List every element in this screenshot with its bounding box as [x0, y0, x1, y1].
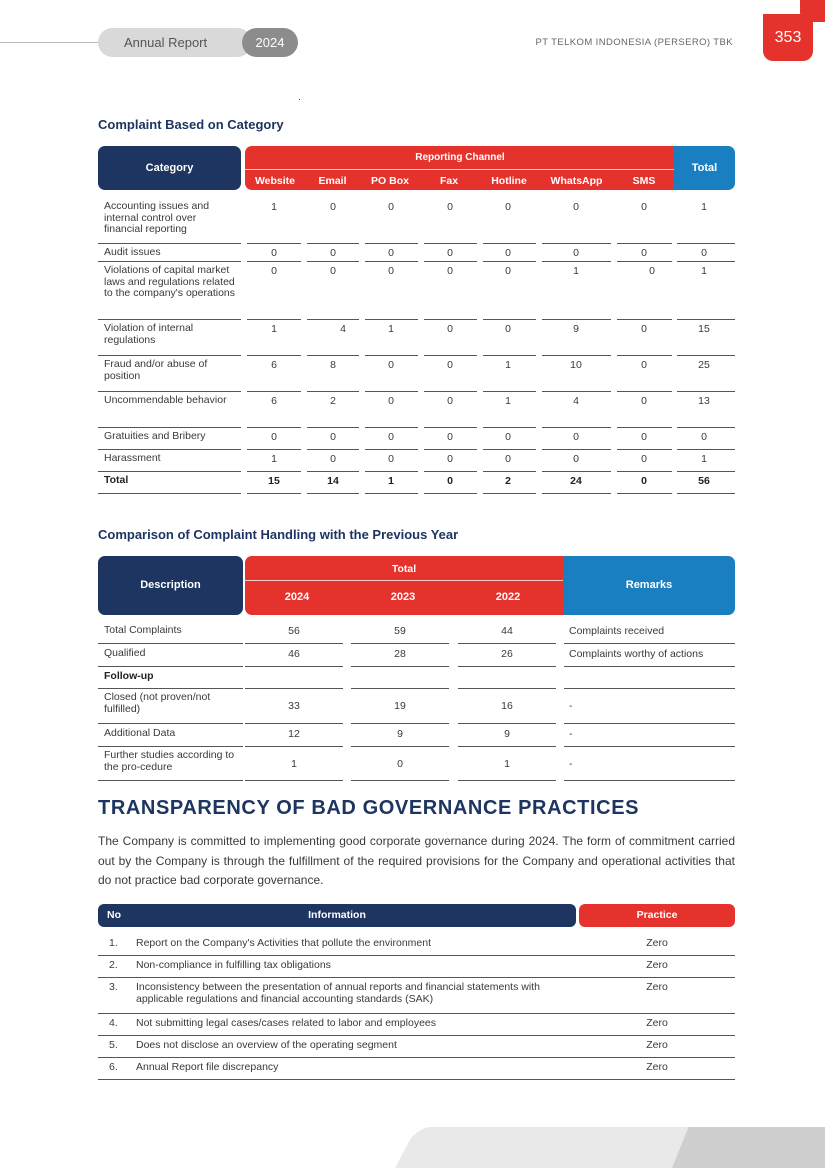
practice-value: Zero: [646, 1017, 668, 1029]
cell-value: 0: [330, 453, 336, 465]
complaint-category-title: Complaint Based on Category: [98, 117, 284, 132]
cell-value: 0: [573, 201, 579, 213]
year-value: 56: [288, 625, 300, 637]
cell-value: 0: [388, 395, 394, 407]
row-underline: [245, 780, 343, 781]
total-divider: [245, 580, 563, 581]
category-label: Violations of capital market laws and regulations related to the company's operations: [104, 264, 235, 299]
cell-value: 0: [447, 395, 453, 407]
cell-value: 0: [388, 453, 394, 465]
company-name: PT TELKOM INDONESIA (PERSERO) TBK: [535, 37, 733, 48]
cell-value: 1: [701, 453, 707, 465]
year-value: 44: [501, 625, 513, 637]
cell-value: 0: [641, 431, 647, 443]
description-label: Follow-up: [104, 670, 154, 682]
cell-value: 8: [330, 359, 336, 371]
remark-value: -: [569, 758, 573, 770]
table-row: [98, 198, 735, 244]
cell-value: 0: [330, 265, 336, 277]
category-label: Harassment: [104, 452, 161, 464]
header-pill: [98, 28, 298, 57]
cell-value: 0: [330, 247, 336, 259]
cell-value: 0: [447, 201, 453, 213]
table-row: [98, 956, 735, 978]
cell-value: 2: [330, 395, 336, 407]
table-row: [98, 1058, 735, 1080]
cell-value: 0: [641, 201, 647, 213]
cell-value: 1: [505, 395, 511, 407]
year-value: 33: [288, 700, 300, 712]
cell-value: 1: [271, 323, 277, 335]
cell-value: 56: [698, 475, 710, 487]
channel-header: Fax: [439, 175, 459, 187]
cell-value: 1: [505, 359, 511, 371]
year-value: 1: [291, 758, 297, 770]
reporting-channel-title: Reporting Channel: [415, 152, 505, 163]
cell-value: 0: [641, 359, 647, 371]
cell-value: 0: [330, 431, 336, 443]
description-label: Qualified: [104, 647, 146, 659]
remark-value: -: [569, 728, 573, 740]
cell-value: 25: [698, 359, 710, 371]
table-row: [98, 934, 735, 956]
cell-value: 1: [701, 265, 707, 277]
information-text: Inconsistency between the presentation of annual reports and financial statements with applicable regulations and financial accounting standards (SAK): [136, 981, 540, 1005]
category-label: Total: [104, 474, 129, 486]
cell-value: 6: [271, 359, 277, 371]
table-row: [98, 428, 735, 450]
cell-value: 0: [388, 265, 394, 277]
page-number: 353: [763, 14, 813, 61]
table-row: [98, 689, 735, 724]
remark-value: Complaints worthy of actions: [569, 648, 704, 660]
year-value: 9: [504, 728, 510, 740]
row-underline: [365, 493, 418, 494]
information-header-label: Information: [308, 909, 366, 921]
table-row: [98, 392, 735, 428]
description-label: Further studies according to the pro-cedure: [104, 749, 235, 773]
cell-value: 0: [505, 453, 511, 465]
cell-value: 15: [698, 323, 710, 335]
cell-value: 0: [388, 431, 394, 443]
channel-header: Hotline: [491, 175, 527, 187]
row-underline: [617, 493, 672, 494]
transparency-paragraph: The Company is committed to implementing good corporate governance during 2024. The form of commitment carried out by the Company is through the fulfillment of the required provisions for the Company and operational activities that do not practice bad corporate governance.: [98, 834, 735, 887]
information-text: Report on the Company's Activities that pollute the environment: [136, 937, 431, 949]
year-header: 2024: [284, 591, 310, 603]
year-header: 2023: [390, 591, 416, 603]
cell-value: 1: [573, 265, 579, 277]
cell-value: 0: [505, 201, 511, 213]
cell-value: 1: [701, 201, 707, 213]
row-number: 2.: [109, 959, 118, 971]
practice-value: Zero: [646, 1039, 668, 1051]
cell-value: 0: [649, 265, 655, 277]
cell-value: 0: [330, 201, 336, 213]
cell-value: 24: [570, 475, 582, 487]
cell-value: 0: [271, 431, 277, 443]
year-value: 59: [394, 625, 406, 637]
table-row: [98, 621, 735, 644]
description-label: Total Complaints: [104, 624, 182, 636]
cell-value: 0: [388, 201, 394, 213]
total-header: Total: [674, 146, 735, 190]
year-value: 12: [288, 728, 300, 740]
cell-value: 0: [447, 453, 453, 465]
cell-value: 1: [271, 453, 277, 465]
comparison-body: [98, 621, 735, 781]
row-underline: [98, 780, 243, 781]
remark-value: -: [569, 700, 573, 712]
cell-value: 2: [505, 475, 511, 487]
channel-header: WhatsApp: [550, 175, 603, 187]
cell-value: 0: [505, 431, 511, 443]
cell-value: 4: [573, 395, 579, 407]
row-underline: [98, 493, 241, 494]
complaint-category-body: [98, 198, 735, 494]
row-underline: [564, 780, 735, 781]
channel-header: Email: [318, 175, 347, 187]
row-underline: [247, 493, 301, 494]
cell-value: 0: [573, 453, 579, 465]
table-row: [98, 1036, 735, 1058]
cell-value: 0: [641, 247, 647, 259]
table-row: [98, 244, 735, 262]
footer-shape-light: [395, 1127, 717, 1168]
year-value: 16: [501, 700, 513, 712]
cell-value: 0: [447, 323, 453, 335]
category-label: Accounting issues and internal control over financial reporting: [104, 200, 210, 235]
cell-value: 0: [641, 453, 647, 465]
row-underline: [458, 780, 556, 781]
information-text: Annual Report file discrepancy: [136, 1061, 279, 1073]
information-header: [98, 904, 576, 927]
row-underline: [98, 1079, 576, 1080]
table-row: [98, 978, 735, 1014]
cell-value: 15: [268, 475, 280, 487]
category-label: Audit issues: [104, 246, 161, 258]
cell-value: 0: [573, 431, 579, 443]
cell-value: 0: [388, 359, 394, 371]
description-label: Additional Data: [104, 727, 176, 739]
year-header: 2022: [495, 591, 521, 603]
no-header: No: [107, 909, 121, 921]
channel-header: SMS: [632, 175, 656, 187]
row-underline: [542, 493, 611, 494]
category-label: Gratuities and Bribery: [104, 430, 206, 442]
cell-value: 0: [447, 247, 453, 259]
channel-header: PO Box: [371, 175, 409, 187]
cell-value: 13: [698, 395, 710, 407]
row-underline: [483, 493, 536, 494]
practice-value: Zero: [646, 959, 668, 971]
cell-value: 0: [388, 247, 394, 259]
cell-value: 1: [388, 475, 394, 487]
year-value: 0: [397, 758, 403, 770]
row-number: 1.: [109, 937, 118, 949]
cell-value: 0: [271, 247, 277, 259]
year-value: 46: [288, 648, 300, 660]
cell-value: 0: [641, 475, 647, 487]
row-number: 5.: [109, 1039, 118, 1051]
year-value: 9: [397, 728, 403, 740]
cell-value: 10: [570, 359, 582, 371]
table-row: [98, 724, 735, 747]
remarks-header: Remarks: [563, 556, 735, 615]
row-underline: [424, 493, 477, 494]
information-text: Does not disclose an overview of the operating segment: [136, 1039, 397, 1051]
cell-value: 0: [447, 431, 453, 443]
row-underline: [576, 1079, 735, 1080]
year-value: 28: [394, 648, 406, 660]
practice-value: Zero: [646, 1061, 668, 1073]
remark-value: Complaints received: [569, 625, 665, 637]
row-number: 3.: [109, 981, 118, 993]
cell-value: 0: [573, 247, 579, 259]
table-row: [98, 450, 735, 472]
practice-value: Zero: [646, 981, 668, 993]
cell-value: 0: [505, 247, 511, 259]
row-underline: [351, 780, 449, 781]
cell-value: 0: [701, 431, 707, 443]
cell-value: 0: [641, 323, 647, 335]
table-row: [98, 1014, 735, 1036]
category-label: Fraud and/or abuse of position: [104, 358, 208, 382]
table-row: [98, 472, 735, 494]
header-rule: [0, 42, 110, 43]
information-text: Not submitting legal cases/cases related to labor and employees: [136, 1017, 436, 1029]
cell-value: 4: [340, 323, 346, 335]
row-underline: [307, 493, 359, 494]
cell-value: 0: [447, 265, 453, 277]
total-title: Total: [391, 563, 417, 575]
reporting-channel-header: [245, 146, 675, 190]
reporting-channel-divider: [245, 169, 675, 170]
table-row: [98, 667, 735, 689]
table-row: [98, 320, 735, 356]
cell-value: 0: [701, 247, 707, 259]
total-year-header: [245, 556, 563, 615]
table-row: [98, 356, 735, 392]
table-row: [98, 747, 735, 781]
cell-value: 1: [388, 323, 394, 335]
table-row: [98, 262, 735, 320]
cell-value: 0: [271, 265, 277, 277]
report-year: 2024: [242, 28, 298, 57]
row-underline: [677, 493, 735, 494]
cell-value: 9: [573, 323, 579, 335]
category-header: Category: [98, 146, 241, 190]
year-value: 19: [394, 700, 406, 712]
description-header: Description: [98, 556, 243, 615]
cell-value: 14: [327, 475, 339, 487]
cell-value: 0: [447, 475, 453, 487]
category-label: Violation of internal regulations: [104, 322, 194, 346]
transparency-title: TRANSPARENCY OF BAD GOVERNANCE PRACTICES: [98, 797, 640, 819]
cell-value: 1: [271, 201, 277, 213]
stray-dot: [299, 99, 300, 100]
footer-shape-dark: [672, 1127, 825, 1168]
comparison-title: Comparison of Complaint Handling with the Previous Year: [98, 527, 459, 542]
governance-body: [98, 934, 735, 1080]
cell-value: 0: [505, 323, 511, 335]
practice-value: Zero: [646, 937, 668, 949]
cell-value: 6: [271, 395, 277, 407]
description-label: Closed (not proven/not fulfilled): [104, 691, 211, 715]
cell-value: 0: [505, 265, 511, 277]
channel-header: Website: [254, 175, 296, 187]
year-value: 1: [504, 758, 510, 770]
row-number: 4.: [109, 1017, 118, 1029]
table-row: [98, 644, 735, 667]
information-text: Non-compliance in fulfilling tax obligations: [136, 959, 331, 971]
row-number: 6.: [109, 1061, 118, 1073]
cell-value: 0: [641, 395, 647, 407]
year-value: 26: [501, 648, 513, 660]
report-label: Annual Report: [98, 28, 252, 57]
cell-value: 0: [447, 359, 453, 371]
practice-header: Practice: [579, 904, 735, 927]
category-label: Uncommendable behavior: [104, 394, 227, 406]
